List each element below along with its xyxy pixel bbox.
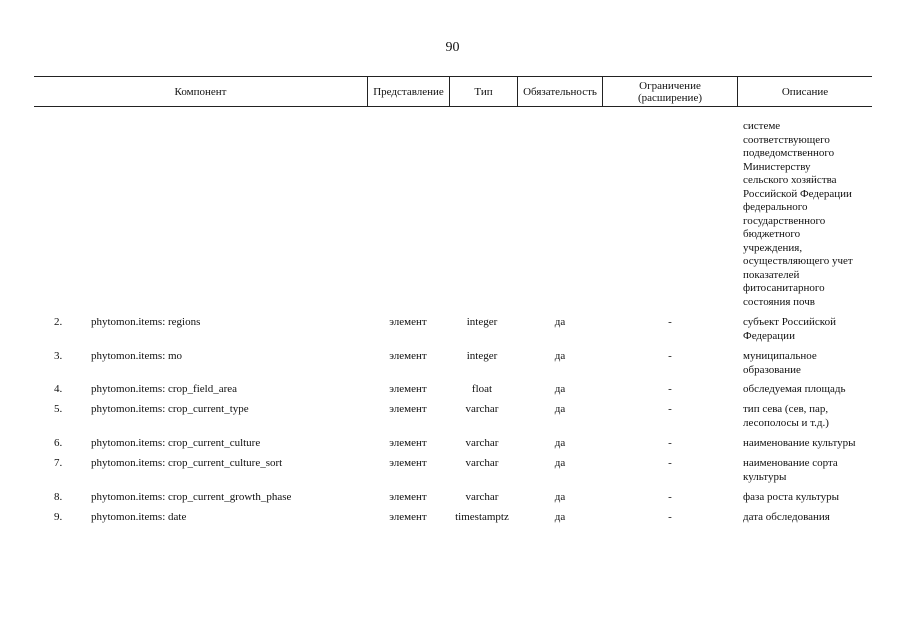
- row-description-line: наименование сорта: [743, 457, 838, 469]
- continuation-line: состояния почв: [743, 295, 815, 308]
- table-row: [0, 403, 905, 433]
- row-component: phytomon.items: mo: [91, 350, 183, 362]
- continuation-line: Министерству: [743, 160, 811, 173]
- table-row: [0, 511, 905, 541]
- row-number: 9.: [54, 511, 63, 523]
- row-restriction: -: [668, 457, 672, 469]
- row-description: [743, 403, 829, 430]
- row-description-line: тип сева (сев, пар,: [743, 403, 829, 415]
- header-restriction-label-1: Ограничение: [639, 79, 701, 92]
- row-description: [743, 437, 856, 451]
- continuation-line: осуществляющего учет: [743, 255, 853, 267]
- table-header: [34, 76, 872, 107]
- page-number: 90: [445, 40, 460, 55]
- header-type: [449, 77, 517, 106]
- row-description-line: наименование культуры: [743, 437, 856, 449]
- header-description: [737, 77, 872, 106]
- header-restriction-label-2: (расширение): [638, 91, 702, 104]
- row-type: integer: [466, 350, 498, 362]
- row-representation: элемент: [389, 491, 427, 503]
- continuation-line: подведомственного: [743, 147, 835, 159]
- row-representation: элемент: [389, 403, 427, 415]
- row-restriction: -: [668, 491, 672, 503]
- table-row: [0, 350, 905, 380]
- row-number: 5.: [54, 403, 63, 415]
- row-restriction: -: [668, 383, 672, 395]
- header-type-label: Тип: [474, 85, 493, 98]
- row-number: 4.: [54, 383, 63, 395]
- header-required-label: Обязательность: [523, 85, 597, 98]
- continuation-line: учреждения,: [743, 241, 803, 254]
- continuation-line: Российской Федерации: [743, 187, 852, 200]
- row-type: varchar: [465, 403, 499, 415]
- continuation-line: показателей: [743, 268, 800, 281]
- header-representation-label: Представление: [373, 85, 444, 98]
- row-number: 3.: [54, 350, 63, 362]
- row-description-line: обследуемая площадь: [743, 383, 846, 395]
- row-number: 6.: [54, 437, 63, 449]
- header-required: [517, 77, 602, 106]
- row-type: timestamptz: [455, 511, 509, 523]
- row-representation: элемент: [389, 437, 427, 449]
- row-description: [743, 457, 838, 484]
- row-restriction: -: [668, 511, 672, 523]
- row-description-line: муниципальное: [743, 350, 817, 362]
- row-description: [743, 316, 836, 343]
- row-description-line: дата обследования: [743, 511, 830, 523]
- row-description-line: субъект Российской: [743, 316, 836, 328]
- row-required: да: [554, 437, 566, 449]
- row-required: да: [554, 350, 566, 362]
- row-description: [743, 383, 845, 397]
- row-required: да: [554, 403, 566, 415]
- row-number: 8.: [54, 491, 63, 503]
- row-component: phytomon.items: crop_current_growth_phase: [91, 491, 292, 503]
- row-representation: элемент: [389, 383, 427, 395]
- row-description: [743, 350, 817, 377]
- continuation-line: государственного: [743, 214, 826, 227]
- row-required: да: [554, 383, 566, 395]
- row-type: integer: [466, 316, 498, 328]
- row-description-line: образование: [743, 363, 801, 376]
- row-restriction: -: [668, 316, 672, 328]
- row-required: да: [554, 491, 566, 503]
- row-description-line: лесополосы и т.д.): [743, 416, 829, 429]
- row-required: да: [554, 511, 566, 523]
- row-component: phytomon.items: crop_current_type: [91, 403, 249, 415]
- row-restriction: -: [668, 403, 672, 415]
- continuation-line: системе: [743, 120, 781, 132]
- continuation-line: бюджетного: [743, 228, 801, 240]
- header-component-label: Компонент: [174, 85, 227, 98]
- header-restriction: [602, 77, 737, 106]
- row-number: 7.: [54, 457, 63, 469]
- continuation-line: фитосанитарного: [743, 282, 825, 294]
- row-description-line: фаза роста культуры: [743, 491, 840, 503]
- header-representation: [367, 77, 449, 106]
- row-type: varchar: [465, 437, 499, 449]
- row-description-line: культуры: [743, 470, 787, 483]
- continuation-line: сельского хозяйства: [743, 174, 837, 186]
- header-description-label: Описание: [781, 85, 829, 98]
- row-component: phytomon.items: date: [91, 511, 187, 523]
- row-component: phytomon.items: crop_field_area: [91, 383, 238, 395]
- row-required: да: [554, 316, 566, 328]
- row-representation: элемент: [389, 511, 427, 523]
- row-type: varchar: [465, 491, 499, 503]
- description-continuation: [743, 120, 873, 309]
- row-restriction: -: [668, 350, 672, 362]
- row-representation: элемент: [389, 316, 427, 328]
- table-row: [0, 316, 905, 346]
- row-component: phytomon.items: crop_current_culture: [91, 437, 261, 449]
- row-representation: элемент: [389, 350, 427, 362]
- row-component: phytomon.items: crop_current_culture_sort: [91, 457, 283, 469]
- row-number: 2.: [54, 316, 63, 328]
- table-row: [0, 457, 905, 487]
- row-description: [743, 491, 839, 505]
- row-component: phytomon.items: regions: [91, 316, 201, 328]
- row-description: [743, 511, 830, 525]
- row-description-line: Федерации: [743, 329, 795, 342]
- row-required: да: [554, 457, 566, 469]
- row-representation: элемент: [389, 457, 427, 469]
- row-type: varchar: [465, 457, 499, 469]
- header-component: [34, 77, 367, 106]
- continuation-line: федерального: [743, 201, 808, 213]
- row-type: float: [471, 383, 493, 395]
- continuation-line: соответствующего: [743, 133, 830, 146]
- row-restriction: -: [668, 437, 672, 449]
